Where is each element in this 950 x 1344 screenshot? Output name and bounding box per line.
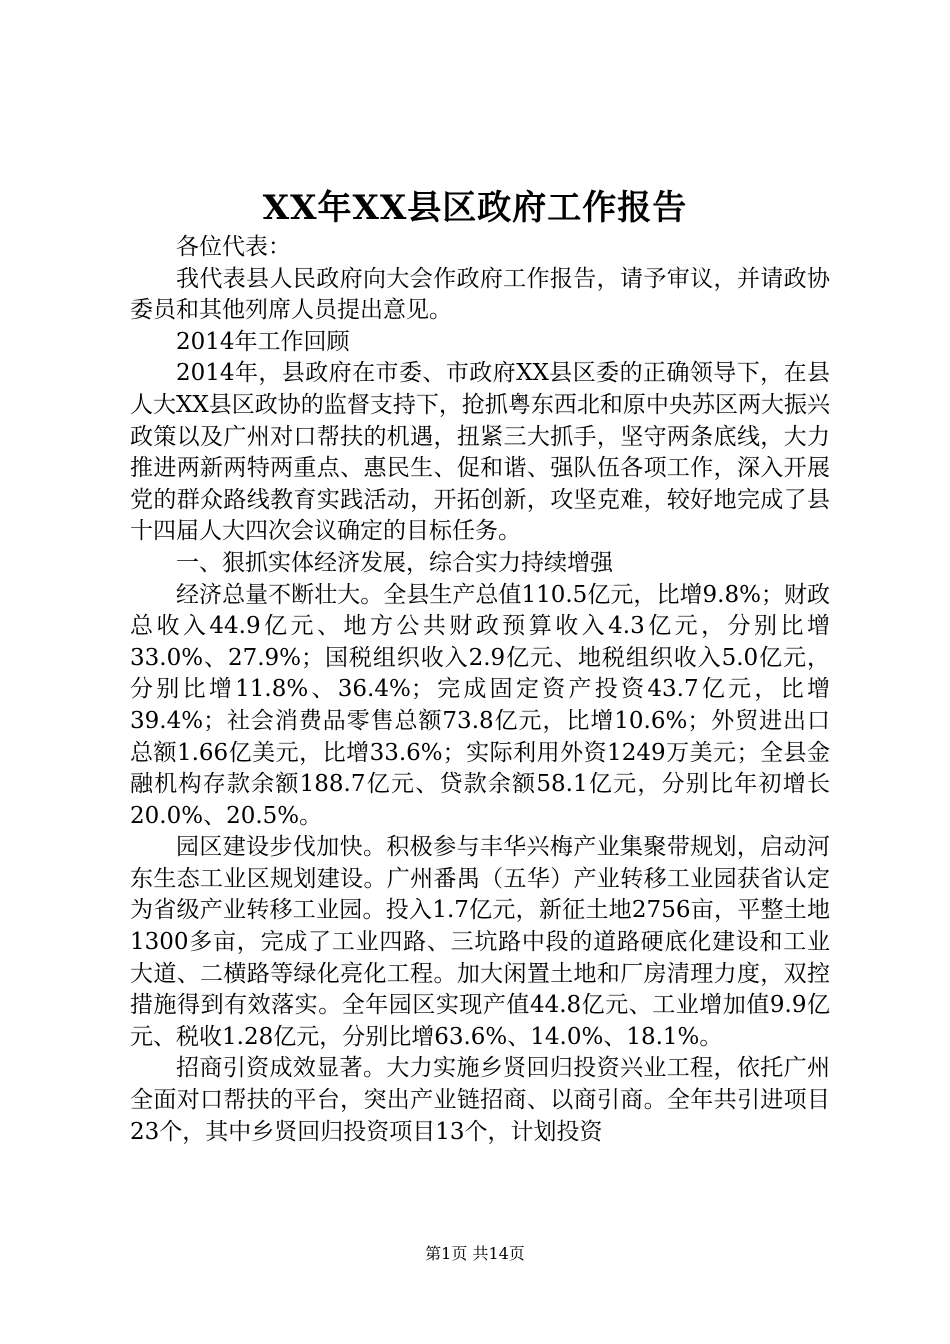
page-footer: 第1页 共14页 — [425, 1244, 525, 1263]
document-body — [130, 232, 830, 1148]
paragraph: 招商引资成效显著。大力实施乡贤回归投资兴业工程，依托广州全面对口帮扶的平台，突出产业链招商、以商引商。全年共引进项目23个，其中乡贤回归投资项目13个，计划投资 — [130, 1055, 830, 1145]
paragraph: 经济总量不断壮大。全县生产总值110.5亿元，比增9.8%；财政总收入44.9亿元、地方公共财政预算收入4.3亿元，分别比增33.0%、27.9%；国税组织收入2.9亿元、地税组织收入5.0亿元，分别比增11.8%、36.4%；完成固定资产投资43.7亿元，比增39.4%；社会消费品零售总额73.8亿元，比增10.6%；外贸进出口总额1.66亿美元，比增33.6%；实际利用外资1249万美元；全县金融机构存款余额188.7亿元、贷款余额58.1亿元，分别比年初增长20.0%、20.5%。 — [130, 581, 830, 829]
paragraph: 园区建设步伐加快。积极参与丰华兴梅产业集聚带规划，启动河东生态工业区规划建设。广州番禺（五华）产业转移工业园获省认定为省级产业转移工业园。投入1.7亿元，新征土地2756亩，平整土地1300多亩，完成了工业四路、三坑路中段的道路硬底化建设和工业大道、二横路等绿化亮化工程。加大闲置土地和厂房清理力度，双控措施得到有效落实。全年园区实现产值44.8亿元、工业增加值9.9亿元、税收1.28亿元，分别比增63.6%、14.0%、18.1%。 — [130, 834, 830, 1050]
salutation: 各位代表： — [176, 234, 291, 260]
section-heading: 2014年工作回顾 — [176, 328, 350, 355]
document-title: XX年XX县区政府工作报告 — [262, 188, 688, 228]
paragraph: 我代表县人民政府向大会作政府工作报告，请予审议，并请政协委员和其他列席人员提出意见。 — [130, 265, 830, 324]
section-heading: 一、狠抓实体经济发展，综合实力持续增强 — [176, 549, 613, 576]
paragraph: 2014年，县政府在市委、市政府XX县区委的正确领导下，在县人大XX县区政协的监督支持下，抢抓粤东西北和原中央苏区两大振兴政策以及广州对口帮扶的机遇，扭紧三大抓手，坚守两条底线，大力推进两新两特两重点、惠民生、促和谐、强队伍各项工作，深入开展党的群众路线教育实践活动，开拓创新，攻坚克难，较好地完成了县十四届人大四次会议确定的目标任务。 — [130, 360, 830, 545]
